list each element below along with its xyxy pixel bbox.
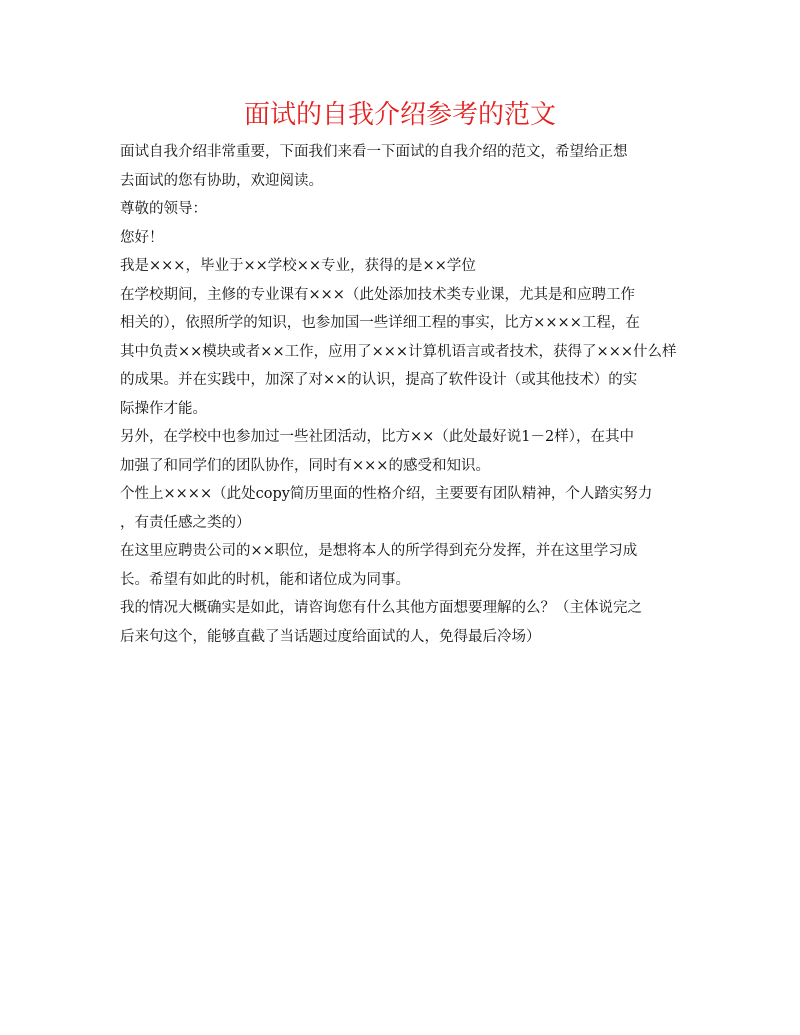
- document-title: 面试的自我介绍参考的范文: [243, 100, 556, 130]
- paragraph-line: 另外，在学校中也参加过一些社团活动，比方××（此处最好说1－2样），在其中: [120, 429, 634, 445]
- paragraph-line: 后来句这个，能够直截了当话题过度给面试的人，免得最后冷场）: [120, 628, 541, 645]
- paragraph-intro: [120, 138, 688, 195]
- paragraph-line: 相关的），依照所学的知识，也参加国一些详细工程的事实，比方××××工程，在: [120, 315, 640, 331]
- paragraph-greeting: [120, 224, 688, 253]
- paragraph-personality: [120, 480, 688, 537]
- paragraph-line: 我的情况大概确实是如此，请咨询您有什么其他方面想要理解的么？（主体说完之: [120, 600, 642, 616]
- paragraph-line: 您好！: [120, 229, 164, 246]
- paragraph-salutation: [120, 195, 688, 224]
- paragraph-motivation: [120, 537, 688, 594]
- paragraph-self-intro: [120, 252, 688, 281]
- paragraph-line: 的成果。并在实践中，加深了对××的认识，提高了软件设计（或其他技术）的实: [120, 372, 638, 388]
- paragraph-line: 我是×××，毕业于××学校××专业，获得的是××学位: [120, 258, 476, 274]
- paragraph-line: 尊敬的领导：: [120, 201, 207, 217]
- paragraph-line: 个性上××××（此处copy简历里面的性格介绍，主要要有团队精神，个人踏实努力: [120, 486, 653, 502]
- paragraph-study: [120, 281, 688, 424]
- paragraph-line: 在这里应聘贵公司的××职位，是想将本人的所学得到充分发挥，并在这里学习成: [120, 543, 638, 559]
- paragraph-line: 去面试的您有协助，欢迎阅读。: [120, 172, 323, 189]
- paragraph-line: 加强了和同学们的团队协作，同时有×××的感受和知识。: [120, 457, 490, 474]
- paragraph-line: 际操作才能。: [120, 400, 207, 417]
- document-body: [120, 138, 688, 651]
- paragraph-closing: [120, 594, 688, 651]
- paragraph-line: 面试自我介绍非常重要，下面我们来看一下面试的自我介绍的范文，希望给正想: [120, 144, 628, 160]
- paragraph-line: ，有责任感之类的）: [120, 514, 251, 531]
- paragraph-activities: [120, 423, 688, 480]
- paragraph-line: 长。希望有如此的时机，能和诸位成为同事。: [120, 571, 410, 588]
- paragraph-line: 在学校期间，主修的专业课有×××（此处添加技术类专业课，尤其是和应聘工作: [120, 286, 635, 303]
- paragraph-line: 其中负责××模块或者××工作，应用了×××计算机语言或者技术，获得了×××什么样: [120, 343, 677, 360]
